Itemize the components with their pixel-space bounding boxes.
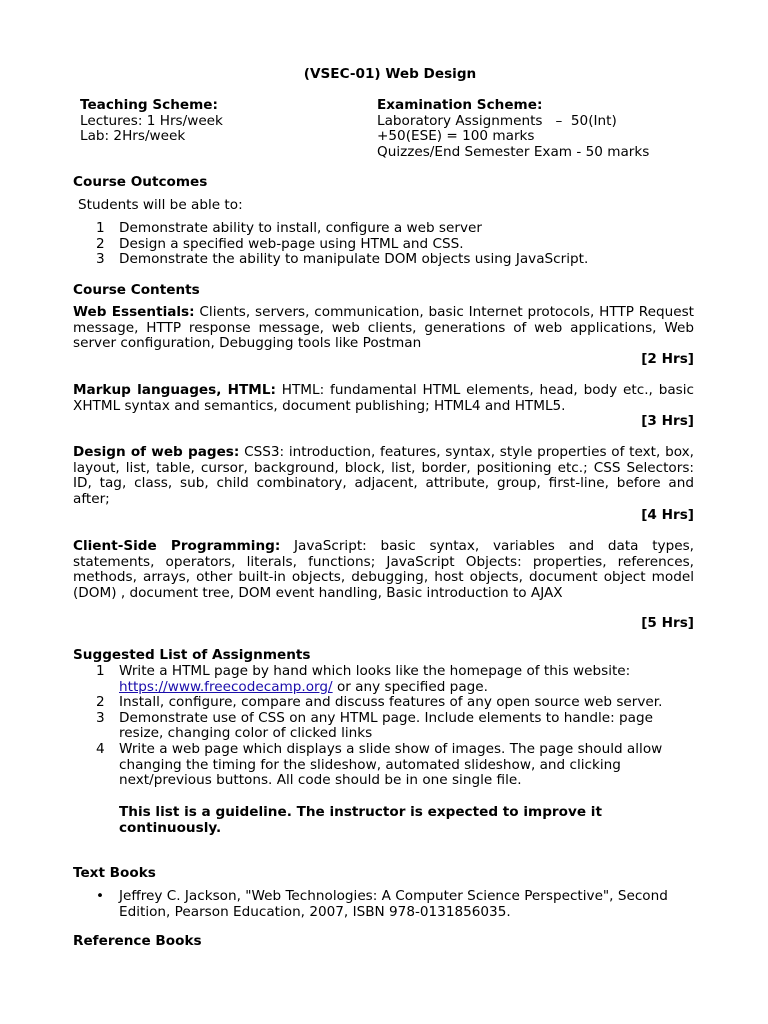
section-title: Markup languages, HTML: [73,382,276,398]
section-text: Clients, servers, communication, basic Internet protocols, HTTP Request message, HTTP response message, web clients, generations of web applications, Web server configuration, Debugging tools like Postman [73,304,694,352]
list-text: Write a web page which displays a slide show of images. The page should allow changing the timing for the slideshow, automated slideshow, and clicking next/previous buttons. All code should be in one single file. [119,740,663,789]
list-text: Write a HTML page by hand which looks like the homepage of this website: [119,663,631,679]
list-text: Demonstrate the ability to manipulate DOM objects using JavaScript. [119,251,589,268]
list-number: 2 [96,235,105,252]
teaching-scheme [80,98,370,145]
assignments-note: This list is a guideline. The instructor is expected to improve it continuously. [119,804,602,836]
list-item [73,252,698,268]
list-number: 1 [96,220,105,236]
list-item [73,889,698,920]
list-text: Demonstrate ability to install, configure a web server [119,220,482,236]
list-text: Demonstrate use of CSS on any HTML page. Include elements to handle: page resize, changing color of clicked links [119,709,653,742]
freecodecamp-link[interactable]: https://www.freecodecamp.org/ [119,678,333,695]
list-item [73,237,698,253]
list-item [73,221,698,237]
list-number: 4 [96,740,105,757]
page-title: (VSEC-01) Web Design [303,66,477,82]
teaching-scheme-line: Lab: 2Hrs/week [80,128,186,145]
examination-scheme-heading: Examination Scheme: [377,97,543,113]
section-title: Client-Side Programming: [73,538,281,554]
section-title: Design of web pages: [73,444,240,460]
section-text: JavaScript: basic syntax, variables and data types, statements, operators, literals, functions; JavaScript Objects: properties, references, methods, arrays, other built-in objects, debugging, host objects, document object model (DOM) , document tree, DOM event handling, Basic introduction to AJAX [73,538,694,601]
section-title: Web Essentials: [73,304,195,320]
section-text: HTML: fundamental HTML elements, head, body etc., basic XHTML syntax and semantics, document publishing; HTML4 and HTML5. [73,382,694,414]
course-outcomes-intro: Students will be able to: [78,197,243,213]
content-section-web-essentials [73,305,694,352]
list-text: Jeffrey C. Jackson, "Web Technologies: A Computer Science Perspective", Second Edition, Pearson Education, 2007, ISBN 978-0131856035. [119,888,668,920]
content-section-client-side [73,539,694,601]
assignments-heading: Suggested List of Assignments [73,647,311,663]
list-text: Install, configure, compare and discuss features of any open source web server. [119,694,663,711]
list-text: Design a specified web-page using HTML and CSS. [119,235,464,252]
list-number: 3 [96,251,105,268]
section-hours: [4 Hrs] [641,507,694,523]
list-item [73,711,664,742]
section-hours: [2 Hrs] [641,351,694,367]
content-section-design [73,445,694,507]
list-text: or any specified page. [332,678,488,695]
course-contents-heading: Course Contents [73,282,200,298]
examination-scheme-line: Laboratory Assignments – 50(Int) [377,112,617,129]
list-item [73,742,698,789]
assignments-list [73,664,698,789]
teaching-scheme-heading: Teaching Scheme: [80,97,218,113]
examination-scheme-line: Quizzes/End Semester Exam - 50 marks [377,143,650,160]
section-hours: [5 Hrs] [641,615,694,631]
list-number: 2 [96,694,105,711]
reference-books-heading: Reference Books [73,933,202,949]
examination-scheme-line: +50(ESE) = 100 marks [377,128,535,145]
list-number: 1 [96,663,105,679]
text-books-heading: Text Books [73,865,156,881]
section-hours: [3 Hrs] [641,413,694,429]
list-number: 3 [96,709,105,726]
list-item [73,664,698,695]
examination-scheme [377,98,697,160]
list-item [73,695,698,711]
course-outcomes-list [73,221,698,268]
teaching-scheme-line: Lectures: 1 Hrs/week [80,112,223,129]
course-outcomes-heading: Course Outcomes [73,174,208,190]
section-text: CSS3: introduction, features, syntax, style properties of text, box, layout, list, table, cursor, background, block, list, border, positioning etc.; CSS Selectors: ID, tag, class, sub, child combinatory, adjacent, attribute, group, first-line, before and after; [73,444,694,507]
content-section-markup [73,383,694,414]
bullet-icon: • [96,888,105,904]
